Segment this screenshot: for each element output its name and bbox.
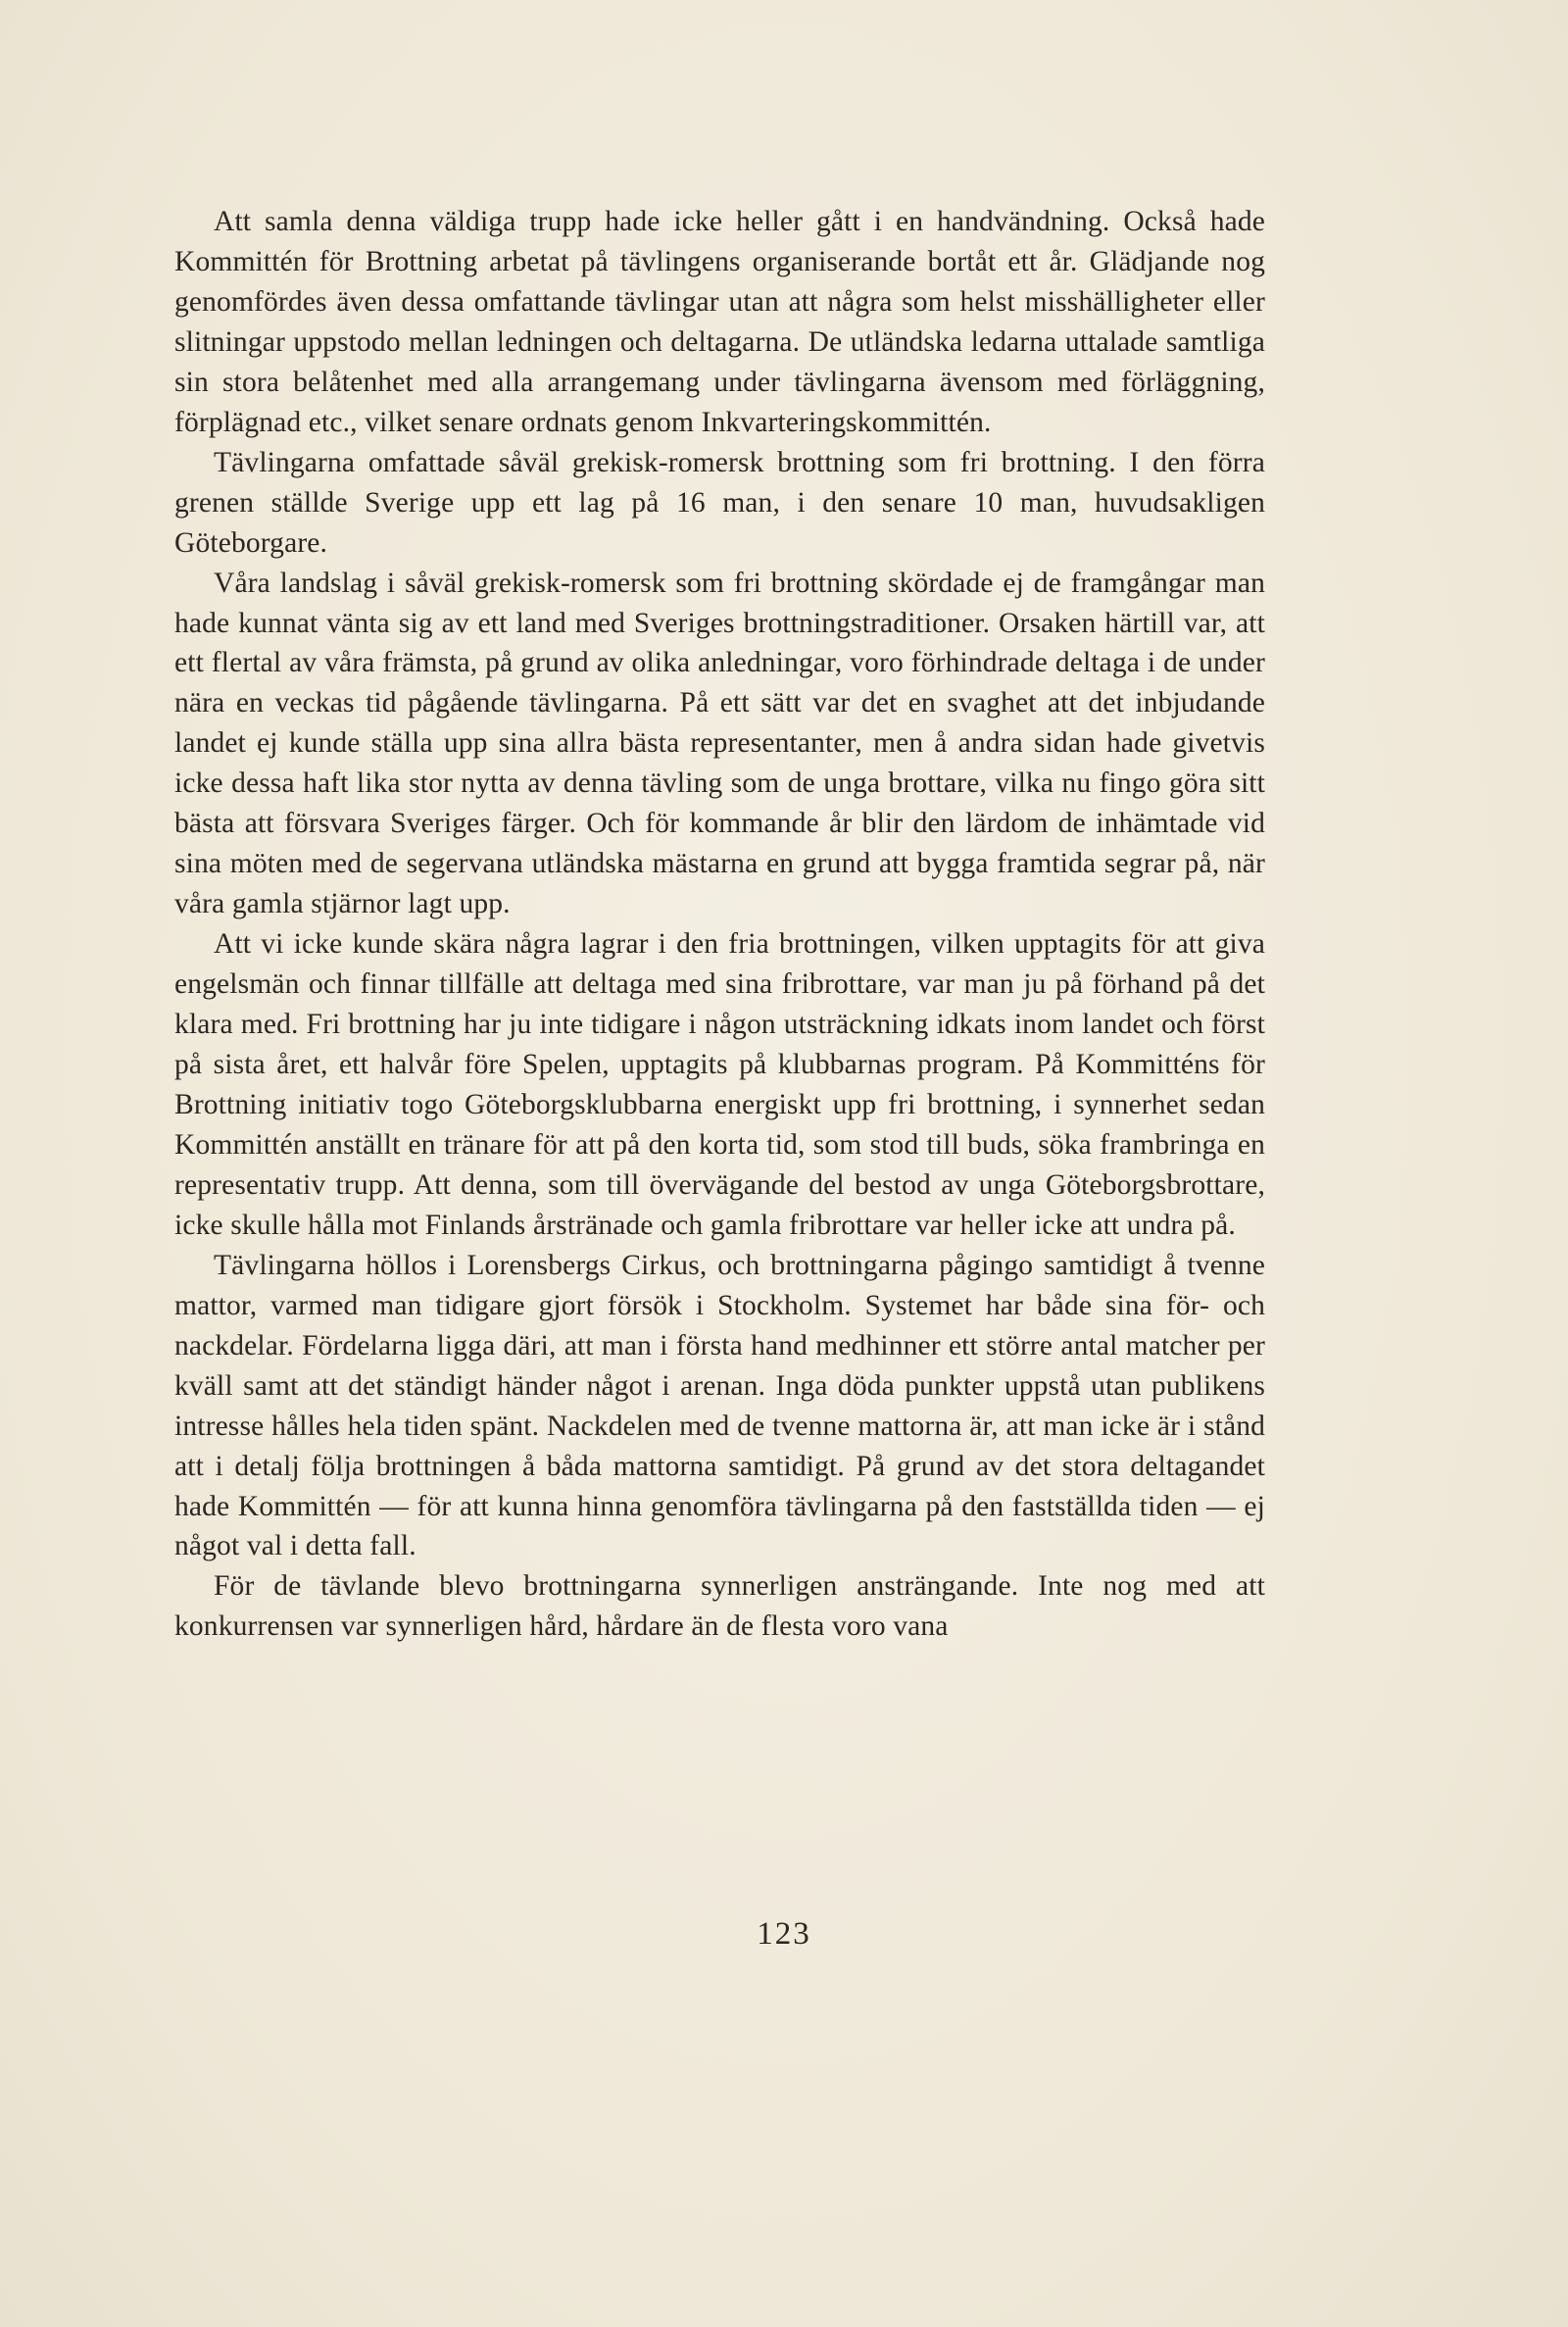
paragraph: Tävlingarna höllos i Lorensbergs Cirkus, och brottningarna pågingo samtidigt å tvenne mattor, varmed man tidigare gjort försök i Stockholm. Systemet har både sina för- och nackdelar. Fördelarna ligga däri, att man i första hand medhinner ett större antal matcher per kväll samt att det ständigt händer något i arenan. Inga döda punkter uppstå utan publikens intresse hålles hela tiden spänt. Nackdelen med de tvenne mattorna är, att man icke är i stånd att i detalj följa brottningen å båda mattorna samtidigt. På grund av det stora deltagandet hade Kommittén — för att kunna hinna genomföra tävlingarna på den fastställda tiden — ej något val i detta fall. xyxy=(174,1249,1265,1562)
paragraph: För de tävlande blevo brottningarna synnerligen ansträngande. Inte nog med att konkurrensen var synnerligen hård, hårdare än de flesta voro vana xyxy=(174,1570,1265,1643)
paragraph: Tävlingarna omfattade såväl grekisk-romersk brottning som fri brottning. I den förra grenen ställde Sverige upp ett lag på 16 man, i den senare 10 man, huvudsakligen Göteborgare. xyxy=(174,446,1265,559)
page-number: 123 xyxy=(757,1916,811,1952)
body-text xyxy=(174,202,1265,1647)
paragraph: Våra landslag i såväl grekisk-romersk som fri brottning skördade ej de framgångar man hade kunnat vänta sig av ett land med Sveriges brottningstraditioner. Orsaken härtill var, att ett flertal av våra främsta, på grund av olika anledningar, voro förhindrade deltaga i de under nära en veckas tid pågående tävlingarna. På ett sätt var det en svaghet att det inbjudande landet ej kunde ställa upp sina allra bästa representanter, men å andra sidan hade givetvis icke dessa haft lika stor nytta av denna tävling som de unga brottare, vilka nu fingo göra sitt bästa att försvara Sveriges färger. Och för kommande år blir den lärdom de inhämtade vid sina möten med de segervana utländska mästarna en grund att bygga framtida segrar på, när våra gamla stjärnor lagt upp. xyxy=(174,567,1265,920)
paragraph: Att samla denna väldiga trupp hade icke heller gått i en handvändning. Också hade Kommittén för Brottning arbetat på tävlingens organiserande bortåt ett år. Glädjande nog genomfördes även dessa omfattande tävlingar utan att några som helst misshälligheter eller slitningar uppstodo mellan ledningen och deltagarna. De utländska ledarna uttalade samtliga sin stora belåtenhet med alla arrangemang under tävlingarna ävensom med förläggning, förplägnad etc., vilket senare ordnats genom Inkvarteringskommittén. xyxy=(174,206,1265,438)
paragraph: Att vi icke kunde skära några lagrar i den fria brottningen, vilken upptagits för att giva engelsmän och finnar tillfälle att deltaga med sina fribrottare, var man ju på förhand på det klara med. Fri brottning har ju inte tidigare i någon utsträckning idkats inom landet och först på sista året, ett halvår före Spelen, upptagits på klubbarnas program. På Kommitténs för Brottning initiativ togo Göteborgsklubbarna energiskt upp fri brottning, i synnerhet sedan Kommittén anställt en tränare för att på den korta tid, som stod till buds, söka frambringa en representativ trupp. Att denna, som till övervägande del bestod av unga Göteborgsbrottare, icke skulle hålla mot Finlands årstränade och gamla fribrottare var heller icke att undra på. xyxy=(174,928,1265,1241)
